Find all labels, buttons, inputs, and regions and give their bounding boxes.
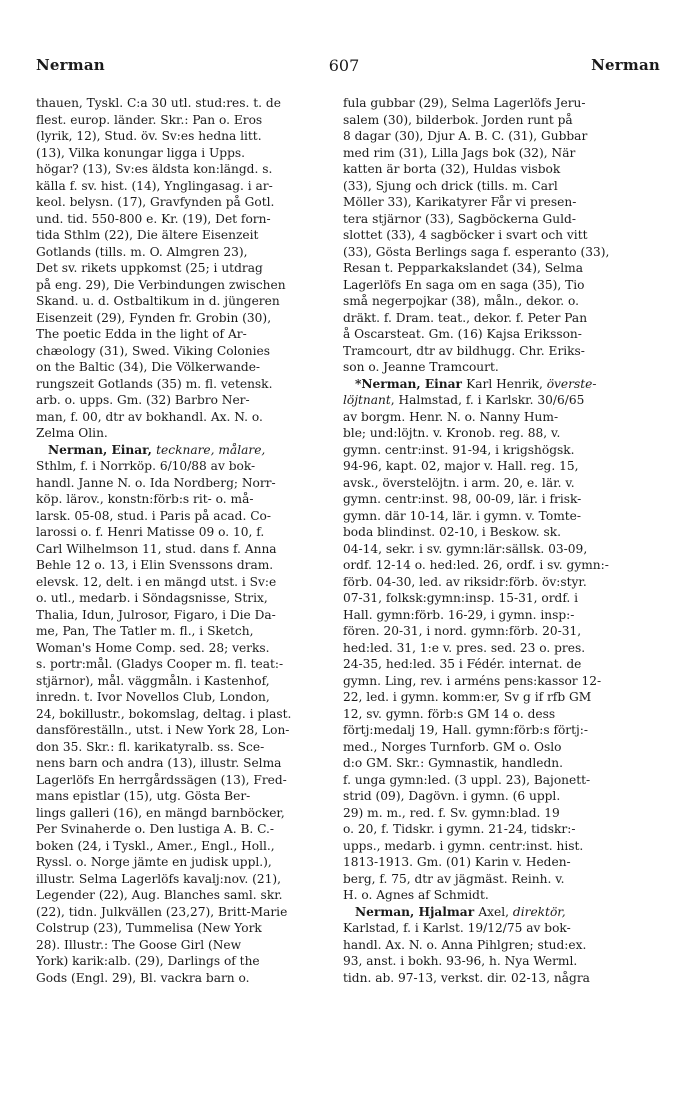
text-segment: The poetic Edda in the light of Ar- [36, 327, 247, 341]
left-text-column [36, 95, 348, 986]
text-segment: o. 20, f. Tidskr. i gymn. 21-24, tidskr:- [343, 822, 576, 836]
text-segment: Colstrup (23), Tummelisa (New York [36, 921, 262, 935]
text-line [343, 458, 655, 475]
text-segment: gymn. centr:inst. 91-94, i krigshögsk. [343, 442, 575, 457]
text-segment: Lagerlöfs En herrgårdssägen (13), Fred- [36, 772, 287, 787]
text-line [343, 656, 655, 673]
text-segment: 28). Illustr.: The Goose Girl (New [36, 937, 242, 952]
text-line [343, 376, 655, 393]
text-segment: handl. Ax. N. o. Anna Pihlgren; stud:ex. [343, 937, 587, 952]
text-line [343, 788, 655, 805]
text-segment: Carl Wilhelmson 11, stud. dans f. Anna [36, 541, 277, 556]
text-segment: und. tid. 550-800 e. Kr. (19), Det forn- [36, 211, 271, 226]
text-line [36, 359, 348, 376]
text-line [36, 937, 348, 954]
text-segment: illustr. Selma Lagerlöfs kavalj:nov. (21), [36, 871, 282, 886]
text-segment: katten är borta (32), Huldas visbok [343, 162, 561, 176]
text-line [36, 953, 348, 970]
text-line [343, 871, 655, 888]
text-segment: lings galleri (16), en mängd barnböcker, [36, 805, 285, 820]
text-segment: källa f. sv. hist. (14), Ynglingasag. i ar- [36, 178, 273, 193]
text-segment: av borgm. Henr. N. o. Nanny Hum- [343, 409, 559, 424]
text-segment: 12, sv. gymn. förb:s GM 14 o. dess [343, 706, 556, 721]
text-line [36, 904, 348, 921]
text-line [36, 277, 348, 294]
text-line [36, 706, 348, 723]
text-line [343, 326, 655, 343]
text-segment: gymn. där 10-14, lär. i gymn. v. Tomte- [343, 508, 581, 523]
text-line [36, 887, 348, 904]
text-line [343, 425, 655, 442]
text-line [36, 541, 348, 558]
text-segment: med rim (31), Lilla Jags bok (32), När [343, 145, 576, 160]
entry-headword: Nerman, Einar, [48, 442, 157, 457]
text-line [36, 755, 348, 772]
text-segment: Axel, [478, 904, 513, 919]
text-segment: tida Sthlm (22), Die ältere Eisenzeit [36, 228, 259, 242]
text-line [343, 194, 655, 211]
text-line [36, 788, 348, 805]
text-line [343, 409, 655, 426]
text-segment: fula gubbar (29), Selma Lagerlöfs Jeru- [343, 96, 586, 110]
text-segment: 93, anst. i bokh. 93-96, h. Nya Werml. [343, 954, 578, 968]
text-line [36, 920, 348, 937]
text-segment: , Halmstad, f. i Karlskr. 30/6/65 [390, 393, 585, 407]
text-segment: Gotlands (tills. m. O. Almgren 23), [36, 244, 248, 259]
text-line [36, 145, 348, 162]
text-line [343, 854, 655, 871]
text-line [36, 392, 348, 409]
text-segment: 94-96, kapt. 02, major v. Hall. reg. 15, [343, 459, 579, 473]
text-segment: boda blindinst. 02-10, i Beskow. sk. [343, 525, 562, 539]
text-segment: (lyrik, 12), Stud. öv. Sv:es hedna litt. [36, 129, 262, 143]
text-line [36, 458, 348, 475]
text-line [343, 623, 655, 640]
text-segment: Eisenzeit (29), Fynden fr. Grobin (30), [36, 310, 272, 325]
text-line [36, 227, 348, 244]
text-segment: Behle 12 o. 13, i Elin Svenssons dram. [36, 558, 274, 572]
text-segment: s. portr:mål. (Gladys Cooper m. fl. teat:- [36, 657, 284, 671]
text-line [36, 293, 348, 310]
text-segment: dräkt. f. Dram. teat., dekor. f. Peter Pan [343, 310, 588, 325]
page-header [0, 56, 688, 86]
text-line [36, 574, 348, 591]
text-line [343, 293, 655, 310]
text-segment: förb. 04-30, led. av riksidr:förb. öv:styr. [343, 574, 587, 589]
text-line [343, 128, 655, 145]
text-segment: larossi o. f. Henri Matisse 09 o. 10, f. [36, 525, 265, 539]
text-segment: på eng. 29), Die Verbindungen zwischen [36, 277, 286, 292]
text-line [36, 838, 348, 855]
text-line [343, 475, 655, 492]
text-line [343, 755, 655, 772]
text-line [36, 739, 348, 756]
text-segment: man, f. 00, dtr av bokhandl. Ax. N. o. [36, 409, 263, 424]
text-segment: Per Svinaherde o. Den lustiga A. B. C.- [36, 822, 275, 836]
text-line [343, 739, 655, 756]
text-line [343, 244, 655, 261]
text-segment: Skand. u. d. Ostbaltikum in d. jüngeren [36, 294, 280, 308]
text-line [343, 491, 655, 508]
text-segment: 1813-1913. Gm. (01) Karin v. Heden- [343, 855, 571, 869]
text-segment: don 35. Skr.: fl. karikatyralb. ss. Sce- [36, 739, 265, 754]
text-line [343, 112, 655, 129]
text-line [36, 805, 348, 822]
text-segment: hed:led. 31, 1:e v. pres. sed. 23 o. pres. [343, 640, 586, 655]
text-line [36, 821, 348, 838]
text-segment: å Oscarsteat. Gm. (16) Kajsa Eriksson- [343, 327, 582, 341]
text-line [36, 128, 348, 145]
text-segment: rungszeit Gotlands (35) m. fl. vetensk. [36, 376, 273, 391]
text-segment: boken (24, i Tyskl., Amer., Engl., Holl., [36, 838, 275, 853]
text-segment: (33), Sjung och drick (tills. m. Carl [343, 178, 558, 193]
text-segment: o. utl., medarb. i Söndagsnisse, Strix, [36, 591, 268, 605]
text-segment: on the Baltic (34), Die Völkerwande- [36, 360, 261, 374]
text-line [36, 871, 348, 888]
text-line [36, 475, 348, 492]
text-segment: elevsk. 12, delt. i en mängd utst. i Sv:e [36, 574, 277, 589]
text-line [343, 904, 655, 921]
text-line [36, 112, 348, 129]
text-segment: me, Pan, The Tatler m. fl., i Sketch, [36, 624, 254, 638]
entry-headword: *Nerman, Einar [355, 376, 467, 391]
text-segment: handl. Janne N. o. Ida Nordberg; Norr- [36, 475, 276, 490]
text-line [343, 953, 655, 970]
text-line [343, 310, 655, 327]
text-line [36, 970, 348, 987]
text-segment: keol. belysn. (17), Gravfynden på Gotl. [36, 195, 275, 209]
text-segment: överste- [546, 376, 597, 391]
text-segment: ordf. 12-14 o. hed:led. 26, ordf. i sv. gymn:- [343, 558, 609, 572]
text-segment: tecknare, målare, [156, 442, 266, 457]
text-line [36, 178, 348, 195]
text-segment: dansföreställn., utst. i New York 28, Lon- [36, 723, 290, 737]
text-line [36, 524, 348, 541]
text-line [343, 277, 655, 294]
text-line [36, 557, 348, 574]
text-line [36, 442, 348, 459]
text-segment: Karlstad, f. i Karlst. 19/12/75 av bok- [343, 921, 571, 935]
text-segment: Hall. gymn:förb. 16-29, i gymn. insp:- [343, 607, 575, 622]
text-segment: mans epistlar (15), utg. Gösta Ber- [36, 789, 251, 803]
text-line [36, 260, 348, 277]
text-segment: direktör, [512, 904, 566, 919]
text-line [343, 359, 655, 376]
text-segment: Gods (Engl. 29), Bl. vackra barn o. [36, 970, 250, 985]
text-line [343, 838, 655, 855]
text-segment: små negerpojkar (38), måln., dekor. o. [343, 294, 580, 308]
text-segment: stjärnor), mål. väggmåln. i Kastenhof, [36, 673, 270, 688]
text-line [343, 920, 655, 937]
text-line [343, 392, 655, 409]
text-segment: ble; und:löjtn. v. Kronob. reg. 88, v. [343, 426, 561, 440]
text-line [343, 211, 655, 228]
text-segment: Lagerlöfs En saga om en saga (35), Tio [343, 277, 585, 292]
text-line [36, 623, 348, 640]
text-line [36, 607, 348, 624]
text-segment: d:o GM. Skr.: Gymnastik, handledn. [343, 756, 564, 770]
text-segment: 07-31, folksk:gymn:insp. 15-31, ordf. i [343, 591, 579, 605]
text-segment: tidn. ab. 97-13, verkst. dir. 02-13, några [343, 970, 590, 985]
text-line [36, 376, 348, 393]
running-head-right: Nerman [591, 56, 660, 74]
text-segment: 29) m. m., red. f. Sv. gymn:blad. 19 [343, 805, 560, 820]
text-segment: inredn. t. Ivor Novellos Club, London, [36, 690, 270, 704]
text-line [343, 227, 655, 244]
text-line [343, 689, 655, 706]
text-line [36, 508, 348, 525]
text-segment: slottet (33), 4 sagböcker i svart och vitt [343, 228, 588, 242]
text-segment: Möller 33), Karikatyrer Får vi presen- [343, 195, 577, 209]
text-line [36, 326, 348, 343]
text-line [343, 574, 655, 591]
text-line [343, 887, 655, 904]
text-segment: tera stjärnor (33), Sagböckerna Guld- [343, 211, 576, 226]
text-line [36, 689, 348, 706]
text-segment: (33), Gösta Berlings saga f. esperanto (33), [343, 244, 610, 259]
text-segment: högar? (13), Sv:es äldsta kon:längd. s. [36, 162, 273, 176]
text-segment: larsk. 05-08, stud. i Paris på acad. Co- [36, 508, 271, 523]
text-line [36, 244, 348, 261]
text-line [36, 656, 348, 673]
text-line [343, 590, 655, 607]
text-segment: Tramcourt, dtr av bildhugg. Chr. Eriks- [343, 343, 585, 358]
text-segment: 8 dagar (30), Djur A. B. C. (31), Gubbar [343, 129, 588, 143]
text-line [36, 310, 348, 327]
text-line [36, 854, 348, 871]
text-segment: (22), tidn. Julkvällen (23,27), Britt-Marie [36, 904, 288, 919]
text-segment: Resan t. Pepparkakslandet (34), Selma [343, 261, 583, 275]
text-segment: f. unga gymn:led. (3 uppl. 23), Bajonett- [343, 772, 591, 787]
text-line [343, 145, 655, 162]
text-line [343, 772, 655, 789]
text-line [36, 590, 348, 607]
text-segment: Karl Henrik, [466, 376, 547, 391]
text-line [343, 970, 655, 987]
text-segment: Sthlm, f. i Norrköp. 6/10/88 av bok- [36, 459, 256, 473]
text-segment: gymn. Ling, rev. i arméns pens:kassor 12- [343, 673, 602, 688]
text-segment: berg, f. 75, dtr av jägmäst. Reinh. v. [343, 871, 565, 886]
text-segment: son o. Jeanne Tramcourt. [343, 360, 499, 374]
text-line [343, 178, 655, 195]
text-segment: fören. 20-31, i nord. gymn:förb. 20-31, [343, 624, 582, 638]
text-line [343, 805, 655, 822]
text-line [343, 722, 655, 739]
page-number: 607 [328, 56, 360, 75]
text-segment: Det sv. rikets uppkomst (25; i utdrag [36, 261, 263, 275]
text-line [343, 821, 655, 838]
text-line [343, 706, 655, 723]
text-segment: 24, bokillustr., bokomslag, deltag. i plast. [36, 706, 292, 721]
text-segment: thauen, Tyskl. C:a 30 utl. stud:res. t. de [36, 96, 281, 110]
text-line [36, 161, 348, 178]
text-segment: gymn. centr:inst. 98, 00-09, lär. i frisk- [343, 492, 582, 506]
text-line [36, 211, 348, 228]
text-segment: löjtnant [343, 393, 391, 407]
text-line [36, 722, 348, 739]
text-segment: 22, led. i gymn. komm:er, Sv g if rfb GM [343, 690, 592, 704]
text-line [343, 557, 655, 574]
text-segment: (13), Vilka konungar ligga i Upps. [36, 145, 246, 160]
text-line [36, 491, 348, 508]
text-segment: Thalia, Idun, Julrosor, Figaro, i Die Da- [36, 607, 276, 622]
text-line [36, 95, 348, 112]
text-line [343, 161, 655, 178]
text-segment: avsk., överstelöjtn. i arm. 20, e. lär. v. [343, 475, 575, 490]
text-segment: Woman's Home Comp. sed. 28; verks. [36, 640, 270, 655]
text-segment: flest. europ. länder. Skr.: Pan o. Eros [36, 112, 263, 127]
text-segment: Ryssl. o. Norge jämte en judisk uppl.), [36, 855, 272, 869]
text-segment: strid (09), Dagövn. i gymn. (6 uppl. [343, 789, 561, 803]
text-line [343, 260, 655, 277]
text-line [343, 442, 655, 459]
running-head-left: Nerman [36, 56, 105, 74]
text-line [36, 194, 348, 211]
text-segment: Legender (22), Aug. Blanches saml. skr. [36, 888, 283, 902]
text-line [343, 95, 655, 112]
text-line [343, 640, 655, 657]
text-segment: chæology (31), Swed. Viking Colonies [36, 343, 270, 358]
text-line [36, 640, 348, 657]
entry-headword: Nerman, Hjalmar [355, 904, 479, 919]
text-line [343, 508, 655, 525]
text-segment: H. o. Agnes af Schmidt. [343, 888, 489, 902]
text-segment: förtj:medalj 19, Hall. gymn:förb:s förtj:- [343, 723, 589, 737]
text-segment: med., Norges Turnforb. GM o. Oslo [343, 739, 562, 754]
text-line [36, 409, 348, 426]
text-line [36, 772, 348, 789]
text-line [343, 607, 655, 624]
text-segment: köp. lärov., konstn:förb:s rit- o. må- [36, 492, 254, 506]
text-line [343, 673, 655, 690]
text-line [343, 524, 655, 541]
text-segment: 04-14, sekr. i sv. gymn:lär:sällsk. 03-09, [343, 541, 588, 556]
text-line [343, 343, 655, 360]
right-text-column [343, 95, 655, 986]
text-line [36, 425, 348, 442]
text-line [343, 937, 655, 954]
text-segment: York) karik:alb. (29), Darlings of the [36, 954, 260, 968]
text-segment: salem (30), bilderbok. Jorden runt på [343, 112, 573, 127]
text-segment: 24-35, hed:led. 35 i Fédér. internat. de [343, 657, 582, 671]
text-line [36, 673, 348, 690]
text-segment: upps., medarb. i gymn. centr:inst. hist. [343, 838, 584, 853]
text-segment: arb. o. upps. Gm. (32) Barbro Ner- [36, 393, 250, 407]
text-line [343, 541, 655, 558]
text-segment: Zelma Olin. [36, 426, 108, 440]
text-line [36, 343, 348, 360]
text-segment: nens barn och andra (13), illustr. Selma [36, 756, 282, 770]
